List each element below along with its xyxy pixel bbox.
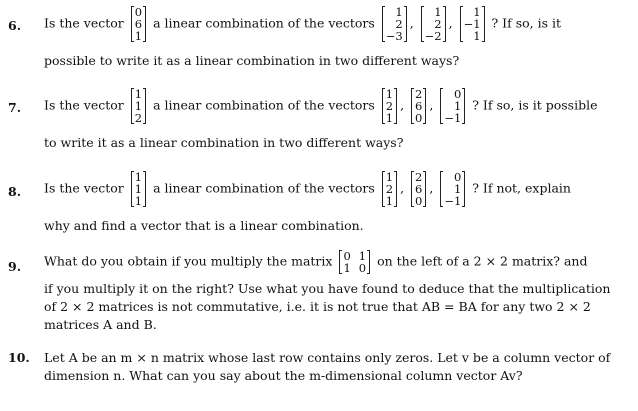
problem-10-number: 10.: [8, 350, 30, 365]
problem-9-matrix: [339, 250, 370, 274]
vector-entry: −3: [385, 29, 403, 43]
vector-entry: −1: [463, 17, 481, 31]
problem-10-line-2: dimension n. What can you say about the m-dimensional column vector Av?: [44, 368, 523, 383]
vector-entry: 2: [415, 170, 423, 184]
vector-entry: 0: [415, 111, 423, 125]
problem-7-vector-1: [382, 88, 397, 124]
problem-6-vector-1: [382, 6, 407, 42]
vector-entry: 1: [473, 29, 481, 43]
problem-9-number: 9.: [8, 259, 22, 274]
matrix-entry: 0: [343, 249, 351, 263]
vector-entry: 1: [385, 170, 394, 184]
vector-entry: 1: [134, 99, 143, 113]
problem-6-vector-3: [460, 6, 485, 42]
vector-entry: 2: [395, 17, 403, 31]
problem-8-target-vector: [131, 171, 146, 207]
vector-entry: 1: [453, 182, 462, 196]
problem-9-line-4: matrices A and B.: [44, 317, 157, 332]
matrix-entry: 1: [343, 261, 351, 275]
vector-entry: 2: [415, 87, 423, 101]
problem-9-after: on the left of a 2 × 2 matrix? and: [377, 253, 588, 269]
vector-entry: 6: [415, 99, 423, 113]
vector-entry: 1: [473, 5, 481, 19]
problem-7-after: ? If so, is it possible: [472, 97, 598, 113]
problem-9-statement: [44, 250, 587, 274]
problem-7-middle: a linear combination of the vectors: [153, 97, 375, 113]
vector-entry: 1: [385, 111, 394, 125]
problem-7-before: Is the vector: [44, 97, 124, 113]
vector-entry: 6: [415, 182, 423, 196]
problem-8-statement: Is the vector 1 1 1 a linear combination of the vectors 1 2 1 , 2 6 0 , 0 1 −1 ? If not, explain: [44, 170, 571, 208]
problem-8-number: 8.: [8, 184, 22, 199]
problem-7-target-vector: [131, 88, 146, 124]
matrix-entry: 0: [358, 261, 367, 275]
vector-entry: 1: [453, 99, 462, 113]
problem-8-vector-1: [382, 171, 397, 207]
matrix-entry: 1: [358, 249, 367, 263]
vector-entry: 1: [395, 5, 403, 19]
vector-entry: 1: [134, 29, 143, 43]
problem-7-line-2: to write it as a linear combination in two different ways?: [44, 135, 404, 150]
vector-entry: 2: [134, 111, 143, 125]
problem-9-line-2: if you multiply it on the right? Use what you have found to deduce that the multiplication: [44, 281, 611, 296]
problem-6-statement: Is the vector 0 6 1 a linear combination of the vectors 1 2 −3 , 1 2 −2 , 1 −1 1 ? If so, is it: [44, 5, 562, 43]
problem-7-vector-3: [440, 88, 465, 124]
problem-8-middle: a linear combination of the vectors: [153, 180, 375, 196]
problem-8-vector-2: [411, 171, 426, 207]
vector-entry: 1: [434, 5, 442, 19]
vector-entry: 0: [453, 170, 462, 184]
vector-entry: 2: [385, 182, 394, 196]
vector-entry: 0: [453, 87, 462, 101]
problem-6-middle: a linear combination of the vectors: [153, 15, 375, 31]
problem-8-after: ? If not, explain: [472, 180, 571, 196]
problem-10-line-1: Let A be an m × n matrix whose last row contains only zeros. Let v be a column vector of: [44, 350, 611, 365]
problem-6-line-2: possible to write it as a linear combination in two different ways?: [44, 53, 460, 68]
problem-7-number: 7.: [8, 100, 22, 115]
problem-7-vector-2: [411, 88, 426, 124]
vector-entry: 0: [134, 5, 143, 19]
vector-entry: 0: [415, 194, 423, 208]
problem-8-before: Is the vector: [44, 180, 124, 196]
problem-7-statement: Is the vector 1 1 2 a linear combination of the vectors 1 2 1 , 2 6 0 , 0 1 −1 ? If so, is it possible: [44, 87, 598, 125]
vector-entry: 6: [134, 17, 143, 31]
vector-entry: 1: [134, 87, 143, 101]
problem-6-after: ? If so, is it: [491, 15, 562, 31]
problem-6-before: Is the vector: [44, 15, 124, 31]
vector-entry: 2: [434, 17, 442, 31]
problem-6-number: 6.: [8, 18, 22, 33]
vector-entry: −1: [444, 111, 462, 125]
vector-entry: 1: [385, 87, 394, 101]
vector-entry: 1: [134, 170, 143, 184]
vector-entry: −1: [444, 194, 462, 208]
problem-9-line-3: of 2 × 2 matrices is not commutative, i.e. it is not true that AB = BA for any two 2 × 2: [44, 299, 591, 314]
problem-8-vector-3: [440, 171, 465, 207]
problem-9-before: What do you obtain if you multiply the matrix: [44, 253, 333, 269]
vector-entry: 2: [385, 99, 394, 113]
problem-6-target-vector: [131, 6, 146, 42]
vector-entry: 1: [134, 182, 143, 196]
vector-entry: −2: [424, 29, 442, 43]
problem-6-vector-2: [421, 6, 446, 42]
vector-entry: 1: [385, 194, 394, 208]
problem-8-line-2: why and find a vector that is a linear combination.: [44, 218, 364, 233]
vector-entry: 1: [134, 194, 143, 208]
